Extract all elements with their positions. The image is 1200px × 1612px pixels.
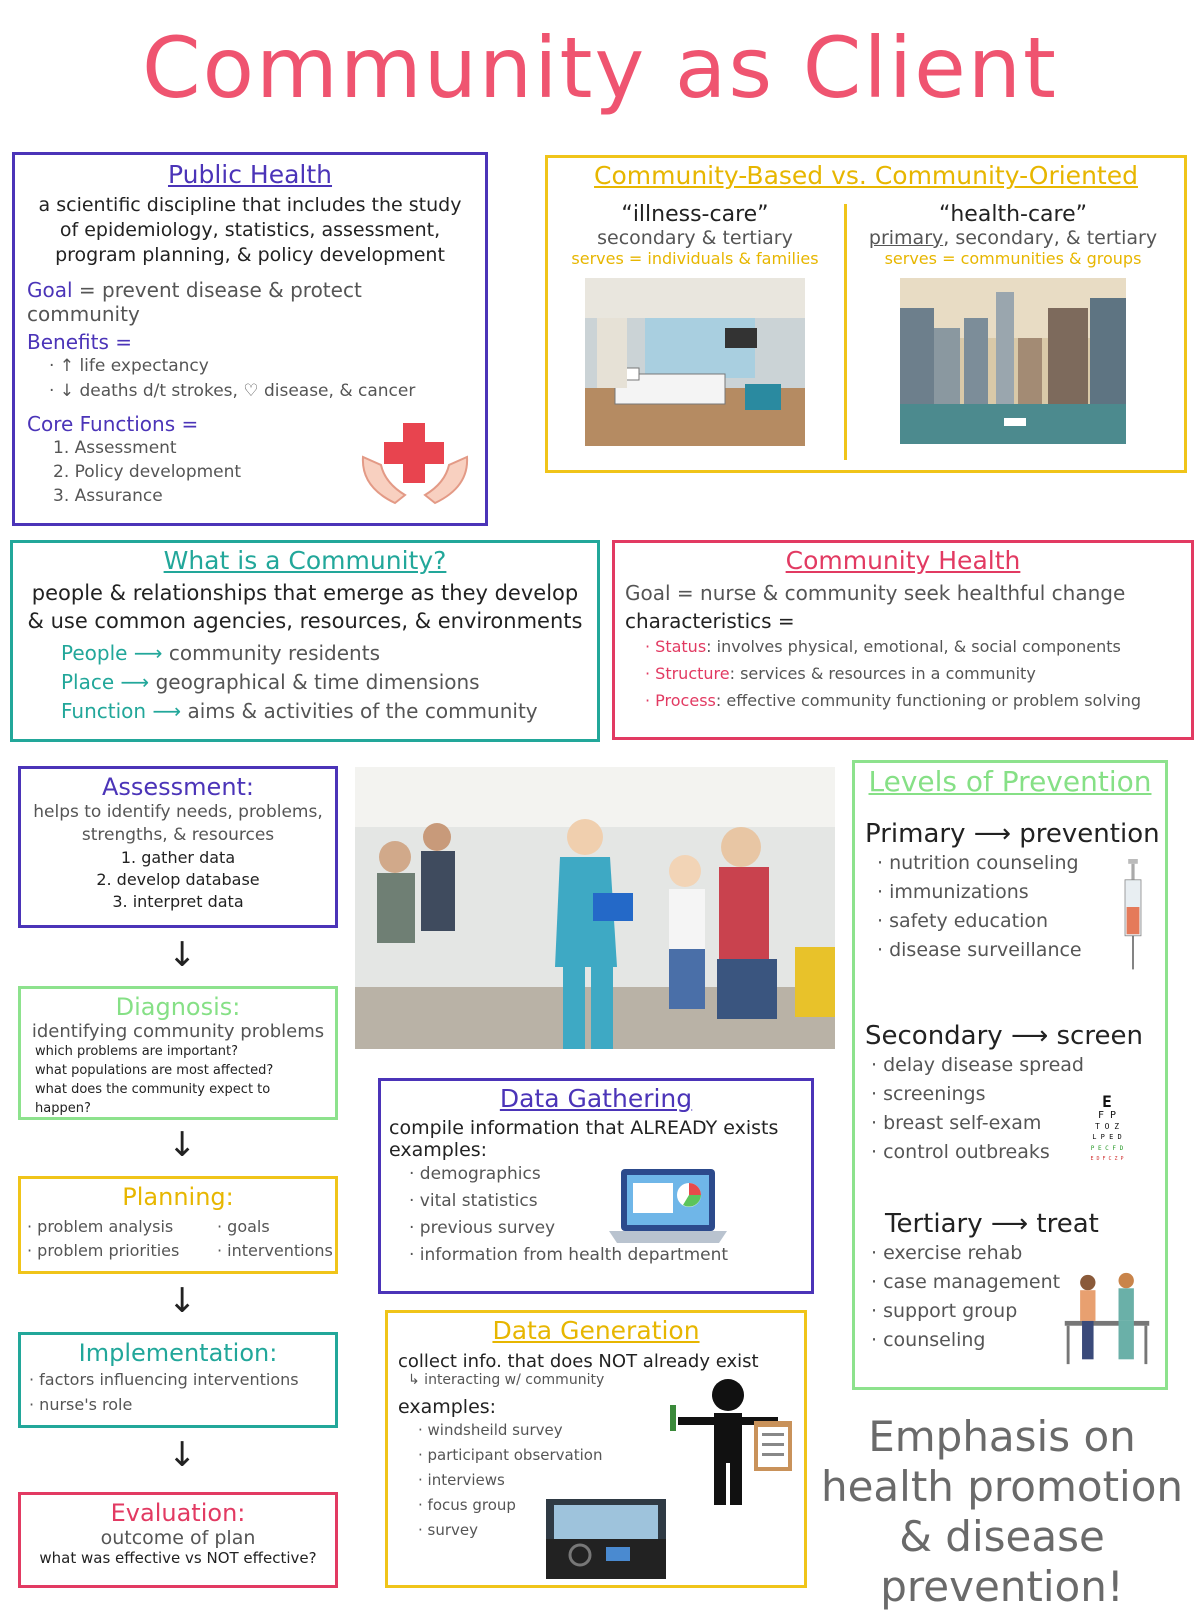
assessment-step: 1. gather data [120,848,236,867]
diagnosis-heading: Diagnosis: [115,993,241,1021]
dimension-term: Function [61,698,147,723]
data-gathering-example: · information from health department [409,1244,729,1265]
core-function-item: 1. Assessment [53,437,177,458]
what-is-community-card [10,540,600,742]
implementation-card [18,1332,338,1428]
diagnosis-questions [29,1042,327,1118]
primary-underlined: primary [868,227,944,249]
data-gathering-desc: compile information that ALREADY exists [389,1116,779,1139]
nurse-patients-photo [355,767,835,1049]
core-function-item: 2. Policy development [53,461,242,482]
page-title [0,18,1200,118]
implementation-list [29,1367,327,1417]
dimension-row [61,639,587,668]
planning-card [18,1176,338,1274]
characteristic-item [645,633,1181,660]
arrow-right-icon: ⟶ [152,698,188,723]
arrow-right-icon: ⟶ [133,640,169,665]
laptop-chart-icon [603,1163,733,1253]
eye-chart-row: P E C F D [1090,1145,1124,1152]
diagnosis-desc: identifying community problems [31,1021,325,1042]
prevention-item: · disease surveillance [877,939,1082,961]
implementation-heading: Implementation: [78,1339,278,1367]
hospital-room-photo [585,278,805,446]
public-health-heading: Public Health [167,160,333,189]
data-generation-example: · windsheild survey [418,1420,563,1439]
levels-of-prevention-card [852,760,1168,1390]
prevention-item: · exercise rehab [871,1242,1023,1264]
prevention-item: · counseling [871,1329,986,1351]
dimension-term: Place [61,669,115,694]
eye-chart-row: T O Z [1094,1122,1120,1131]
arrow-right-icon: ⟶ [973,819,1012,849]
data-gathering-card [378,1078,814,1294]
prevention-item: · case management [871,1271,1061,1293]
data-generation-note: ↳ interacting w/ community [408,1371,605,1388]
planning-item: · problem analysis [27,1217,174,1236]
physical-therapy-icon [1059,1271,1155,1367]
city-skyline-photo [900,278,1126,444]
planning-left-list [27,1215,179,1263]
down-arrow-icon: ↓ [168,1435,197,1475]
community-health-heading: Community Health [785,546,1021,575]
community-health-goal: Goal = nurse & community seek healthful change [625,580,1126,605]
level-name: Secondary [865,1021,1003,1051]
characteristics-label: characteristics = [625,608,795,633]
benefit-item: · ↓ deaths d/t strokes, ♡ disease, & cancer [49,380,416,401]
diagnosis-question: what does the community expect to happen? [35,1082,271,1116]
public-health-card [12,152,488,526]
data-generation-example: · participant observation [418,1445,603,1464]
planning-item: · problem priorities [27,1241,180,1260]
dimension-desc: aims & activities of the community [187,698,538,723]
data-generation-card [385,1310,807,1588]
dimension-desc: community residents [168,640,380,665]
data-gathering-examples-label: examples: [389,1138,488,1161]
assessment-heading: Assessment: [101,773,255,801]
prevention-item: · support group [871,1300,1018,1322]
level-target: prevention [1019,819,1160,849]
assessment-steps [29,847,327,913]
public-health-goal [27,278,473,326]
evaluation-heading: Evaluation: [110,1499,246,1527]
secondary-level-title [865,1021,1161,1051]
caring-hands-cross-icon [355,417,475,507]
health-care-sub-rest: , secondary, & tertiary [943,227,1158,249]
based-vs-oriented-heading: Community-Based vs. Community-Oriented [594,161,1138,190]
arrow-right-icon: ⟶ [120,669,156,694]
data-gathering-example: · demographics [409,1163,541,1184]
dimension-row [61,697,587,726]
eye-chart-row: E [1102,1092,1112,1111]
data-generation-example: · focus group [418,1495,516,1514]
characteristic-desc: : involves physical, emotional, & social components [706,636,1121,656]
data-generation-example: · interviews [418,1470,505,1489]
core-function-item: 3. Assurance [53,485,163,506]
eye-chart-row: F P [1097,1110,1117,1121]
evaluation-sub: what was effective vs NOT effective? [39,1549,317,1567]
page-title-text: Community as Client [142,19,1058,117]
health-care-title: “health-care” [938,202,1088,227]
down-arrow-icon: ↓ [168,1125,197,1165]
characteristics-list [625,633,1181,714]
dimension-desc: geographical & time dimensions [155,669,480,694]
diagnosis-question: what populations are most affected? [35,1063,274,1078]
characteristic-desc: : services & resources in a community [729,663,1036,683]
eye-chart-icon [1077,1093,1137,1165]
level-name: Primary [865,819,966,849]
levels-heading: Levels of Prevention [868,765,1152,798]
illness-care-sub: secondary & tertiary [597,227,793,249]
data-gathering-example: · previous survey [409,1217,556,1238]
data-generation-heading: Data Generation [492,1316,700,1345]
characteristic-term: · Status [645,636,707,656]
primary-level-title [865,819,1161,849]
goal-text: = prevent disease & protect community [27,277,362,326]
benefits-list [27,354,473,404]
benefits-label: Benefits = [27,329,132,354]
prevention-item: · delay disease spread [871,1054,1084,1076]
prevention-item: · immunizations [877,881,1029,903]
characteristic-desc: : effective community functioning or problem solving [715,690,1141,710]
prevention-item: · screenings [871,1083,986,1105]
assessment-desc: helps to identify needs, problems, strengths, & resources [33,802,323,845]
planning-item: · goals [217,1217,270,1236]
eye-chart-row: E D F C Z P [1090,1156,1124,1162]
core-functions-label: Core Functions = [27,411,199,436]
data-gathering-examples [389,1161,803,1269]
prevention-item: · nutrition counseling [877,852,1079,874]
data-gathering-heading: Data Gathering [499,1084,693,1113]
illness-care-serves: serves = individuals & families [571,249,819,268]
based-vs-oriented-card [545,155,1187,473]
characteristic-term: · Structure [645,663,730,683]
benefit-item: · ↑ life expectancy [49,355,209,376]
community-health-card [612,540,1194,740]
prevention-item: · breast self-exam [871,1112,1042,1134]
illness-care-column [554,202,836,450]
health-care-column [848,202,1178,448]
emphasis-text-value: Emphasis on health promotion & disease prevention! [820,1412,1184,1611]
evaluation-card [18,1492,338,1588]
assessment-step: 3. interpret data [112,892,244,911]
planning-right-list [217,1215,333,1263]
data-generation-desc: collect info. that does NOT already exist [398,1350,759,1372]
data-generation-examples-label: examples: [398,1395,497,1418]
community-definition: people & relationships that emerge as they develop & use common agencies, resources, & environments [27,580,583,633]
down-arrow-icon: ↓ [168,1281,197,1321]
assessment-step: 2. develop database [96,870,260,889]
prevention-item: · safety education [877,910,1049,932]
implementation-item: · factors influencing interventions [29,1370,299,1389]
implementation-item: · nurse's role [29,1395,133,1414]
level-name: Tertiary [885,1209,983,1239]
illness-care-title: “illness-care” [621,202,769,227]
syringe-icon [1117,855,1149,975]
person-clipboard-icon [658,1377,798,1507]
eye-chart-row: L P E D [1092,1133,1122,1141]
arrow-right-icon: ⟶ [1010,1021,1049,1051]
planning-heading: Planning: [122,1183,234,1211]
diagnosis-question: which problems are important? [35,1044,238,1059]
divider [844,204,847,460]
public-health-definition: a scientific discipline that includes the study of epidemiology, statistics, assessment, program planning, & policy development [38,193,462,266]
characteristic-term: · Process [645,690,716,710]
tertiary-level-title [865,1209,1161,1239]
dimension-term: People [61,640,128,665]
car-dashboard-photo [546,1499,666,1579]
community-dimensions [23,639,587,726]
dimension-row [61,668,587,697]
data-gathering-example: · vital statistics [409,1190,538,1211]
emphasis-text [810,1412,1194,1612]
what-is-community-heading: What is a Community? [163,546,447,575]
prevention-item: · control outbreaks [871,1141,1050,1163]
goal-label: Goal [27,277,73,302]
diagnosis-card [18,986,338,1120]
arrow-right-icon: ⟶ [990,1209,1029,1239]
data-generation-example: · survey [418,1520,479,1539]
characteristic-item [645,660,1181,687]
health-care-sub [848,227,1178,249]
level-target: screen [1056,1021,1143,1051]
health-care-serves: serves = communities & groups [884,249,1142,268]
assessment-card [18,766,338,928]
planning-item: · interventions [217,1241,333,1260]
evaluation-desc: outcome of plan [100,1527,256,1549]
characteristic-item [645,687,1181,714]
down-arrow-icon: ↓ [168,935,197,975]
level-target: treat [1036,1209,1099,1239]
